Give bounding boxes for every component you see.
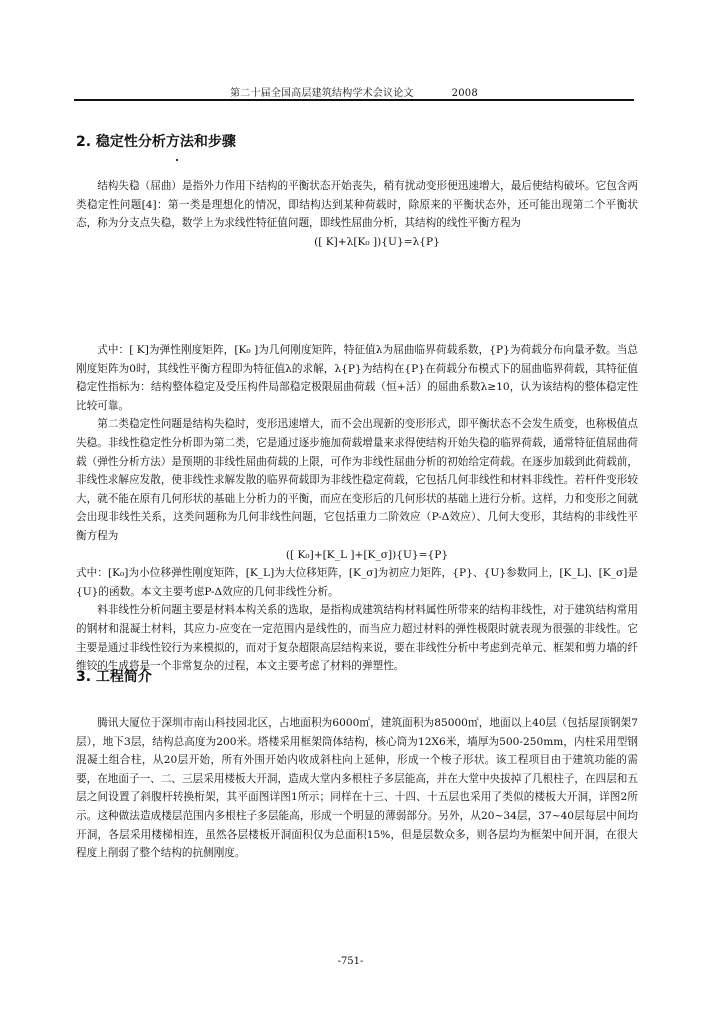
linear-equilibrium-equation: ([ K]+λ[K₀ ]){U}=λ{P}: [314, 235, 440, 248]
paragraph: 结构失稳（屈曲）是指外力作用下结构的平衡状态开始丧失，稍有扰动变形便迅速增大，最后使结构破坏。它包含两类稳定性问题[4]：第一类是理想化的情况，即结构达到某种荷载时，除原来的平衡状态外，还可能出现第二个平衡状态，称为分支点失稳，数学上为求线性特征值问题，即线性屈曲分析，其结构的线性平衡方程为: [76, 180, 638, 230]
nonlinear-equilibrium-equation: ([ K₀]+[K_L ]+[K_σ]){U}={P}: [285, 548, 449, 561]
paragraph: 式中：[K₀]为小位移弹性刚度矩阵，[K_L]为大位移矩阵，[K_σ]为初应力矩阵，{P}、{U}参数同上，[K_L]、[K_σ]是{U}的函数。本文主要考虑P-Δ效应的几何非线性分析。: [76, 567, 638, 598]
stray-dot: [176, 159, 178, 161]
header-year: 2008: [451, 88, 478, 99]
paragraph: 第二类稳定性问题是结构失稳时，变形迅速增大，而不会出现新的变形形式，即平衡状态不会发生质变，也称极值点失稳。非线性稳定性分析即为第二类，它是通过逐步施加荷载增量来求得使结构开始失稳的临界荷载，通常特征值屈曲荷载（弹性分析方法）是预期的非线性屈曲荷载的上限，可作为非线性屈曲分析的初始给定荷载。在逐步加载到此荷载前，非线性求解应发散，使非线性求解发散的临界荷载即为非线性稳定荷载，它包括几何非线性和材料非线性。若杆件变形较大，就不能在原有几何形状的基础上分析力的平衡，而应在变形后的几何形状的基础上进行分析。这样，力和变形之间就会出现非线性关系，这类问题称为几何非线性问题，它包括重力二阶效应（P-Δ效应）、几何大变形，其结构的非线性平衡方程为: [76, 418, 638, 542]
paragraph: 式中：[ K]为弹性刚度矩阵，[K₀ ]为几何刚度矩阵，特征值λ为屈曲临界荷载系数，{P}为荷载分布向量矛数。当总刚度矩阵为0时，其线性平衡方程即为特征值λ的求解，λ{P}为结构在{P}在荷载分布模式下的屈曲临界荷载，其特征值稳定性指标为：结构整体稳定及受压构件局部稳定极限屈曲荷载（恒+活）的屈曲系数λ≥10，认为该结构的整体稳定性比较可靠。: [76, 344, 638, 412]
paragraph: 腾讯大厦位于深圳市南山科技园北区，占地面积为6000㎡，建筑面积为85000㎡，地面以上40层（包括屋顶钢架7层），地下3层，结构总高度为200米。塔楼采用框架筒体结构，核心筒为12X6米，墙厚为500-250mm，内柱采用型钢混凝土组合柱，从20层开始，所有外围开始内收成斜柱向上延伸，形成一个梭子形状。该工程项目由于建筑功能的需要，在地面子一、二、三层采用楼板大开洞，造成大堂内多根柱子多层能高，并在大堂中央拔掉了几根柱子，在四层和五层之间设置了斜腹杆转换桁架，其平面图详图1所示；同样在十三、十四、十五层也采用了类似的楼板大开洞，详图2所示。这种做法造成楼层范围内多根柱子多层能高，形成一个明显的薄弱部分。另外，从20~34层，37~40层每层中间均开洞，各层采用楼梯相连，虽然各层楼板开洞面积仅为总面积15%，但是层数众多，则各层均为框架中间开洞，在很大程度上削弱了整个结构的抗侧刚度。: [76, 717, 638, 860]
section-2-intro: [76, 177, 638, 251]
section-3-body: [76, 714, 638, 863]
section-2-body: [76, 341, 638, 676]
running-header: [74, 84, 634, 99]
page-number: -751-: [337, 956, 364, 967]
header-title: 第二十届全国高层建筑结构学术会议论文: [230, 88, 414, 99]
header-rule: [74, 99, 634, 101]
paragraph: 料非线性分析问题主要是材料本构关系的选取，是指构成建筑结构材料属性所带来的结构非线性，对于建筑结构常用的钢材和混凝土材料，其应力-应变在一定范围内是线性的，而当应力超过材料的弹性极限时就表现为很强的非线性。它主要是通过非线性铰行为来模拟的，而对于复杂超限高层结构来说，要在非线性分析中考虑到壳单元、框架和剪力墙的纤维铰的生成将是一个非常复杂的过程，本文主要考虑了材料的弹塑性。: [76, 604, 638, 673]
section-2-heading: 2. 稳定性分析方法和步骤: [76, 134, 236, 150]
section-3-heading: 3. 工程简介: [76, 669, 152, 685]
